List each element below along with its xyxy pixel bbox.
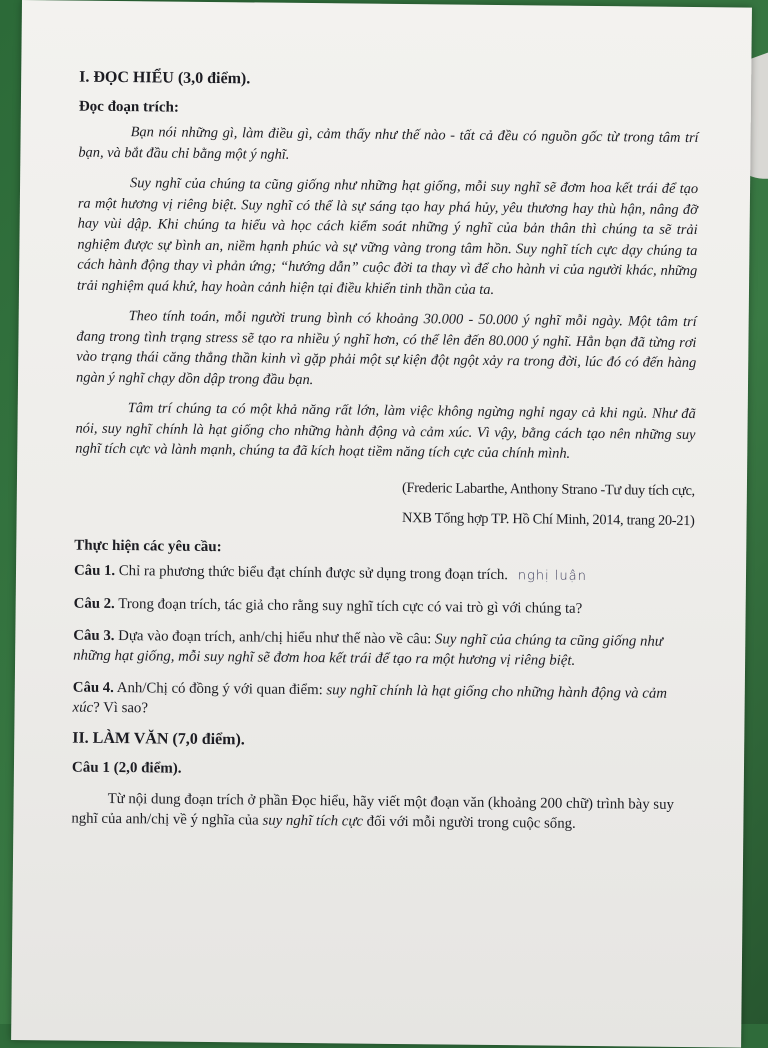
writing-question-1-text-a: Từ nội dung đoạn trích ở phần Đọc hiểu, hãy viết một đoạn văn (khoảng 200 chữ) trình bày suy nghĩ của anh/chị về ý nghĩa của bbox=[71, 790, 675, 829]
question-3-text: Dựa vào đoạn trích, anh/chị hiểu như thế nào về câu: bbox=[118, 627, 432, 647]
source-citation bbox=[74, 469, 695, 535]
tasks-label: Thực hiện các yêu cầu: bbox=[74, 537, 222, 555]
question-3-quote: Suy nghĩ của chúng ta cũng giống như những hạt giống, mỗi suy nghĩ sẽ đơm hoa kết trái để tạo ra một hương vị riêng biệt. bbox=[73, 630, 663, 669]
question-2-text: Trong đoạn trích, tác giả cho rằng suy nghĩ tích cực có vai trò gì với chúng ta? bbox=[118, 595, 583, 617]
excerpt-paragraph-1: Bạn nói những gì, làm điều gì, cảm thấy như thế nào - tất cả đều có nguồn gốc từ trong tâm trí bạn, và bắt đầu chỉ bằng một ý nghĩ. bbox=[78, 124, 699, 163]
question-4-label: Câu 4. bbox=[72, 679, 115, 696]
question-4-end: ? Vì sao? bbox=[93, 699, 149, 716]
question-3-label: Câu 3. bbox=[73, 627, 115, 644]
question-4 bbox=[72, 677, 692, 723]
exam-sheet bbox=[11, 0, 752, 1048]
section2-heading: II. LÀM VĂN (7,0 điểm). bbox=[72, 729, 245, 748]
handwritten-answer: nghị luận bbox=[517, 567, 587, 584]
question-1-label: Câu 1. bbox=[73, 562, 116, 579]
question-1-text: Chỉ ra phương thức biểu đạt chính được sử dụng trong đoạn trích. bbox=[118, 562, 509, 583]
exam-content bbox=[71, 59, 699, 835]
excerpt-paragraph-2: Suy nghĩ của chúng ta cũng giống như những hạt giống, mỗi suy nghĩ sẽ đơm hoa kết trái để tạo ra một hương vị riêng biệt. Suy nghĩ có thể là sự sáng tạo hay phá hủy, yêu thương hay thù hận, nâng đỡ hay vùi dập. Khi chúng ta hiểu và học cách kiểm soát những ý nghĩ của bản thân thì chúng ta sẽ trải nghiệm được sự bình an, niềm hạnh phúc và sự vững vàng trong tâm hồn. Suy nghĩ tích cực dạy chúng ta cách hành động thay vì phản ứng; “hướng dẫn” cuộc đời ta thay vì để cho hành vi của người khác, những trải nghiệm quá khứ, hay hoàn cảnh hiện tại điều khiển tinh thần của ta. bbox=[76, 175, 699, 298]
writing-question-1-text bbox=[71, 788, 691, 834]
writing-question-1-label: Câu 1 (2,0 điểm). bbox=[71, 759, 182, 777]
question-2-label: Câu 2. bbox=[73, 595, 115, 612]
question-3 bbox=[73, 625, 693, 671]
writing-question-1-italic: suy nghĩ tích cực bbox=[262, 812, 364, 830]
question-1 bbox=[74, 560, 694, 587]
excerpt-paragraph-3: Theo tính toán, mỗi người trung bình có khoảng 30.000 - 50.000 ý nghĩ mỗi ngày. Một tâm trí đang trong tình trạng stress sẽ tạo ra nhiều ý nghĩ hơn, có thể lên đến 80.000 ý nghĩ. Hẳn bạn đã từng rơi vào trạng thái căng thẳng thần kinh vì gặp phải một sự kiện đột ngột xảy ra trong đời, lúc đó có đến hàng ngàn ý nghĩ chạy dồn dập trong đầu bạn. bbox=[75, 308, 697, 388]
question-2 bbox=[74, 593, 694, 619]
excerpt-label: Đọc đoạn trích: bbox=[78, 98, 179, 116]
question-4-text: Anh/Chị có đồng ý với quan điểm: bbox=[116, 679, 323, 698]
writing-question-1-text-b: đối với mỗi người trong cuộc sống. bbox=[366, 813, 576, 832]
excerpt-paragraph-4: Tâm trí chúng ta có một khả năng rất lớn, làm việc không ngừng nghỉ ngay cả khi ngủ. Như đã nói, suy nghĩ chính là hạt giống cho những hành động và cảm xúc. Vì vậy, bằng cách tạo nên những suy nghĩ tích cực và lành mạnh, chúng ta đã kích hoạt tiềm năng tích cực của chính mình. bbox=[75, 400, 696, 462]
section1-heading: I. ĐỌC HIỂU (3,0 điểm). bbox=[79, 68, 251, 88]
source-line-1: (Frederic Labarthe, Anthony Strano -Tư duy tích cực, bbox=[401, 479, 695, 499]
question-4-quote: suy nghĩ chính là hạt giống cho những hành động và cảm xúc bbox=[72, 681, 668, 716]
source-line-2: NXB Tổng hợp TP. Hồ Chí Minh, 2014, trang 20-21) bbox=[402, 509, 695, 529]
